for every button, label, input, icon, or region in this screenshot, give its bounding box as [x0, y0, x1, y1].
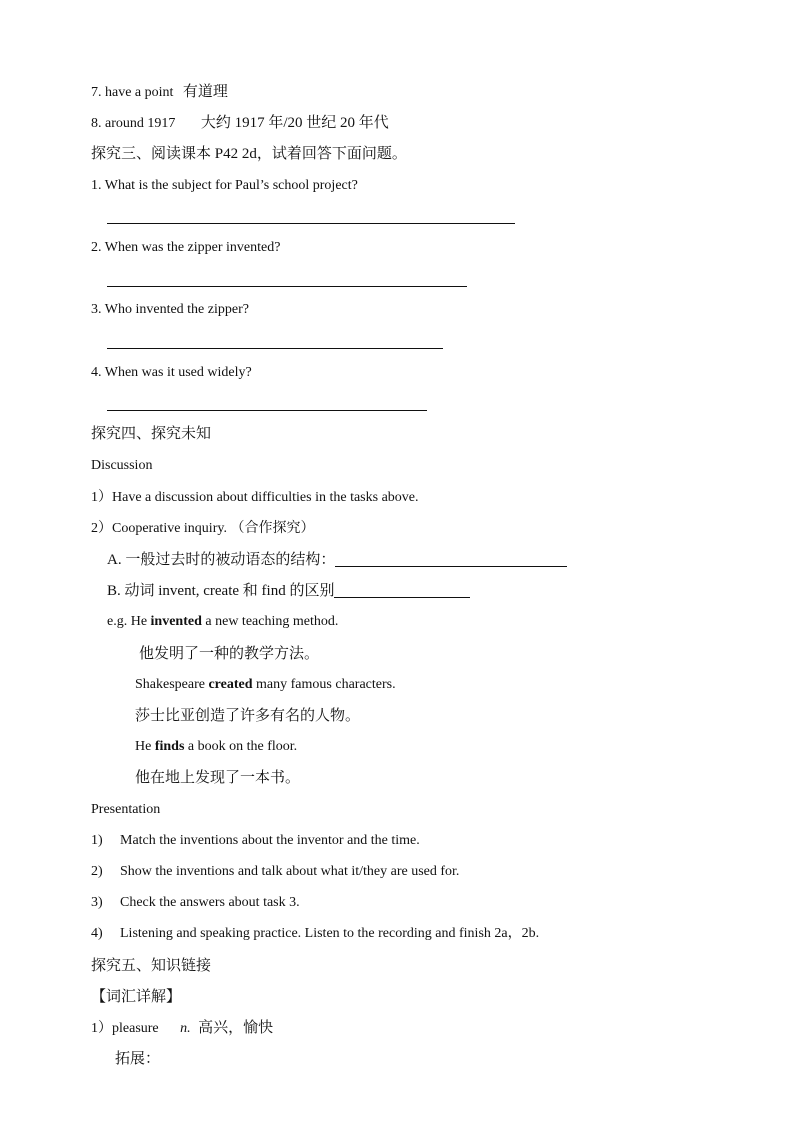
vocab-item-1: 1）pleasure n. 高兴，愉快 — [91, 1020, 274, 1036]
example-3: He finds a book on the floor. — [135, 739, 298, 754]
section3-title: 探究三、阅读课本 P42 2d，试着回答下面问题。 — [91, 146, 407, 162]
inquiry-item-b: B. 动词 invent, create 和 find 的区别 — [107, 581, 470, 602]
inquiry-item-a: A. 一般过去时的被动语态的结构： — [107, 550, 567, 571]
extend-label: 拓展： — [115, 1051, 161, 1067]
presentation-item-3: 3) Check the answers about task 3. — [91, 895, 300, 910]
phrase-7: 7. have a point 有道理 — [91, 84, 228, 100]
example-2-translation: 莎士比亚创造了许多有名的人物。 — [135, 708, 361, 724]
discussion-item-2: 2）Cooperative inquiry. （合作探究） — [91, 521, 315, 536]
discussion-label: Discussion — [91, 458, 153, 473]
phrase-8: 8. around 1917 大约 1917 年/20 世纪 20 年代 — [91, 115, 389, 131]
discussion-item-1: 1）Have a discussion about difficulties in the tasks above. — [91, 490, 419, 505]
question-2: 2. When was the zipper invented? — [91, 240, 281, 255]
inquiry-a-blank[interactable] — [335, 551, 567, 567]
answer-line-1[interactable] — [107, 223, 515, 224]
presentation-item-4: 4) Listening and speaking practice. Listen to the recording and finish 2a，2b. — [91, 926, 540, 941]
question-3: 3. Who invented the zipper? — [91, 302, 249, 317]
answer-line-2[interactable] — [107, 286, 467, 287]
section4-title: 探究四、探究未知 — [91, 426, 212, 442]
example-2: Shakespeare created many famous characters. — [135, 677, 396, 692]
question-4: 4. When was it used widely? — [91, 365, 252, 380]
answer-line-3[interactable] — [107, 348, 443, 349]
presentation-item-2: 2) Show the inventions and talk about what it/they are used for. — [91, 864, 460, 879]
example-3-translation: 他在地上发现了一本书。 — [135, 770, 301, 786]
vocab-header: 【词汇详解】 — [91, 989, 182, 1005]
question-1: 1. What is the subject for Paul’s school project? — [91, 178, 358, 193]
example-1-translation: 他发明了一种的教学方法。 — [139, 646, 320, 662]
example-1: e.g. He invented a new teaching method. — [107, 614, 339, 629]
presentation-item-1: 1) Match the inventions about the inventor and the time. — [91, 833, 420, 848]
inquiry-b-blank[interactable] — [334, 582, 470, 598]
answer-line-4[interactable] — [107, 410, 427, 411]
presentation-label: Presentation — [91, 802, 161, 817]
section5-title: 探究五、知识链接 — [91, 958, 212, 974]
